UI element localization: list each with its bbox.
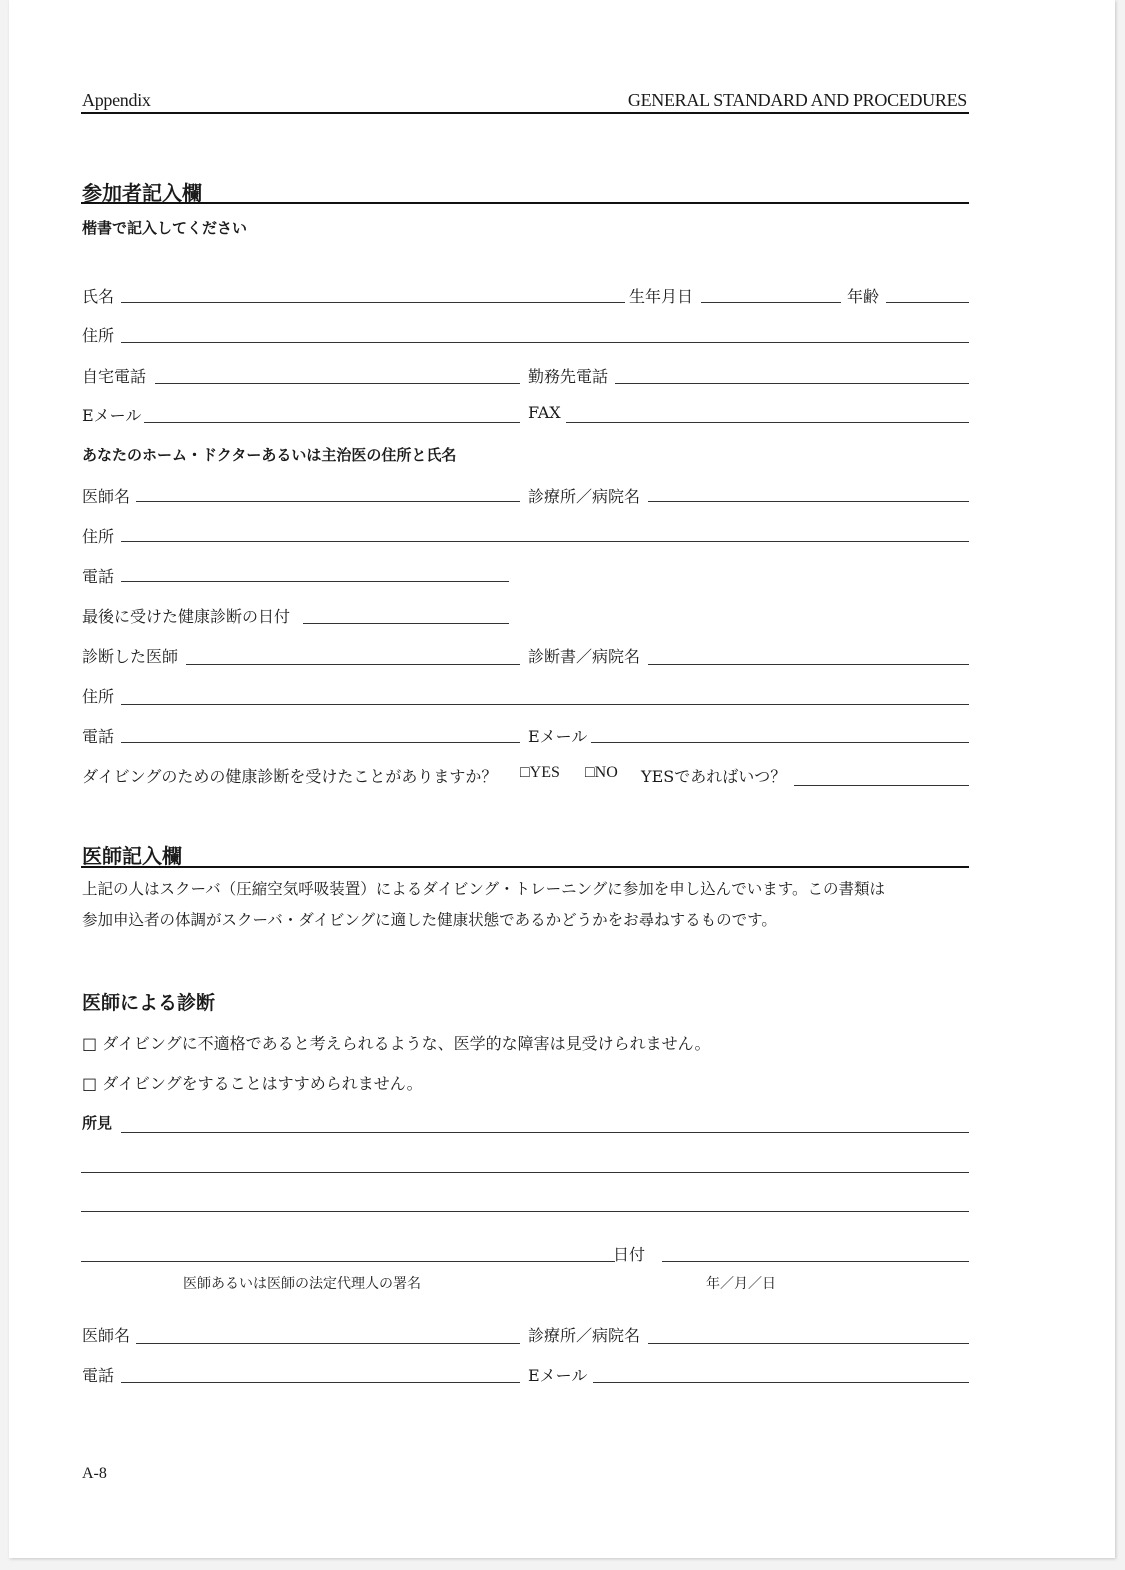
when-if-yes-field[interactable] (794, 785, 969, 786)
email-field[interactable] (144, 422, 520, 423)
exam-clinic-label: 診断書／病院名 (528, 647, 641, 666)
when-if-yes-label: YESであればいつ？ (641, 767, 787, 786)
findings-label: 所見 (82, 1114, 113, 1132)
date-format-caption: 年／月／日 (706, 1276, 776, 1292)
age-label: 年齢 (847, 287, 880, 306)
exam-address-field[interactable] (121, 704, 969, 705)
fax-field[interactable] (566, 422, 969, 423)
fax-label: FAX (528, 403, 561, 422)
physician-clinic-label: 診療所／病院名 (528, 1326, 641, 1345)
physician-clinic-field[interactable] (648, 1343, 969, 1344)
physician-name-label: 医師名 (82, 1326, 131, 1345)
physician-name-field[interactable] (136, 1343, 520, 1344)
home-phone-label: 自宅電話 (82, 367, 147, 386)
doctor-address-label: 住所 (82, 527, 115, 546)
home-phone-field[interactable] (155, 383, 520, 384)
work-phone-label: 勤務先電話 (528, 367, 609, 386)
participant-section-title: 参加者記入欄 (82, 181, 202, 205)
address-field[interactable] (121, 342, 969, 343)
physician-section-rule (81, 866, 969, 868)
header-left: Appendix (82, 90, 151, 110)
physician-phone-field[interactable] (121, 1382, 520, 1383)
exam-phone-label: 電話 (82, 727, 115, 746)
no-checkbox[interactable]: □NO (585, 764, 618, 781)
signature-caption: 医師あるいは医師の法定代理人の署名 (183, 1276, 421, 1292)
page-number: A-8 (82, 1465, 107, 1482)
header-right: GENERAL STANDARD AND PROCEDURES (627, 90, 967, 110)
yes-checkbox[interactable]: □YES (520, 764, 560, 781)
home-doctor-heading: あなたのホーム・ドクターあるいは主治医の住所と氏名 (82, 446, 457, 464)
physician-email-label: Eメール (528, 1366, 588, 1385)
findings-field-line2[interactable] (81, 1172, 969, 1173)
physician-description-line2: 参加申込者の体調がスクーバ・ダイビングに適した健康状態であるかどうかをお尋ねするものです。 (82, 911, 777, 929)
exam-address-label: 住所 (82, 687, 115, 706)
participant-instruction: 楷書で記入してください (82, 219, 248, 237)
exam-email-label: Eメール (528, 727, 588, 746)
doctor-phone-field[interactable] (121, 581, 509, 582)
exam-email-field[interactable] (591, 742, 969, 743)
diagnosis-option-unfit[interactable]: □ ダイビングをすることはすすめられません。 (82, 1074, 423, 1093)
clinic-name-label: 診療所／病院名 (528, 487, 641, 506)
email-label: Eメール (82, 406, 142, 425)
physician-description-line1: 上記の人はスクーバ（圧縮空気呼吸装置）によるダイビング・トレーニングに参加を申し込んでいます。この書類は (82, 880, 886, 898)
last-exam-date-label: 最後に受けた健康診断の日付 (82, 607, 291, 626)
physician-section-title: 医師記入欄 (82, 844, 182, 868)
diving-exam-question: ダイビングのための健康診断を受けたことがありますか？ (82, 767, 498, 786)
work-phone-field[interactable] (615, 383, 969, 384)
date-field[interactable] (662, 1261, 969, 1262)
exam-doctor-field[interactable] (186, 664, 520, 665)
doctor-name-field[interactable] (136, 501, 520, 502)
physician-phone-label: 電話 (82, 1366, 115, 1385)
doctor-phone-label: 電話 (82, 567, 115, 586)
physician-email-field[interactable] (593, 1382, 969, 1383)
doctor-name-label: 医師名 (82, 487, 131, 506)
document-page (9, 0, 1115, 1558)
signature-field[interactable] (81, 1261, 615, 1262)
physician-description (82, 874, 972, 936)
diagnosis-title: 医師による診断 (82, 992, 216, 1014)
age-field[interactable] (886, 302, 969, 303)
exam-phone-field[interactable] (121, 742, 520, 743)
exam-doctor-label: 診断した医師 (82, 647, 179, 666)
header-rule (81, 112, 969, 114)
clinic-name-field[interactable] (648, 501, 969, 502)
findings-field-line1[interactable] (121, 1132, 969, 1133)
name-field[interactable] (121, 302, 625, 303)
date-label: 日付 (613, 1245, 646, 1264)
exam-clinic-field[interactable] (648, 664, 969, 665)
birthdate-field[interactable] (701, 302, 841, 303)
name-label: 氏名 (82, 287, 115, 306)
diagnosis-option-fit[interactable]: □ ダイビングに不適格であると考えられるような、医学的な障害は見受けられません。 (82, 1034, 711, 1053)
birthdate-label: 生年月日 (629, 287, 694, 306)
address-label: 住所 (82, 326, 115, 345)
doctor-address-field[interactable] (121, 541, 969, 542)
last-exam-date-field[interactable] (303, 623, 509, 624)
participant-section-rule (81, 202, 969, 204)
findings-field-line3[interactable] (81, 1211, 969, 1212)
